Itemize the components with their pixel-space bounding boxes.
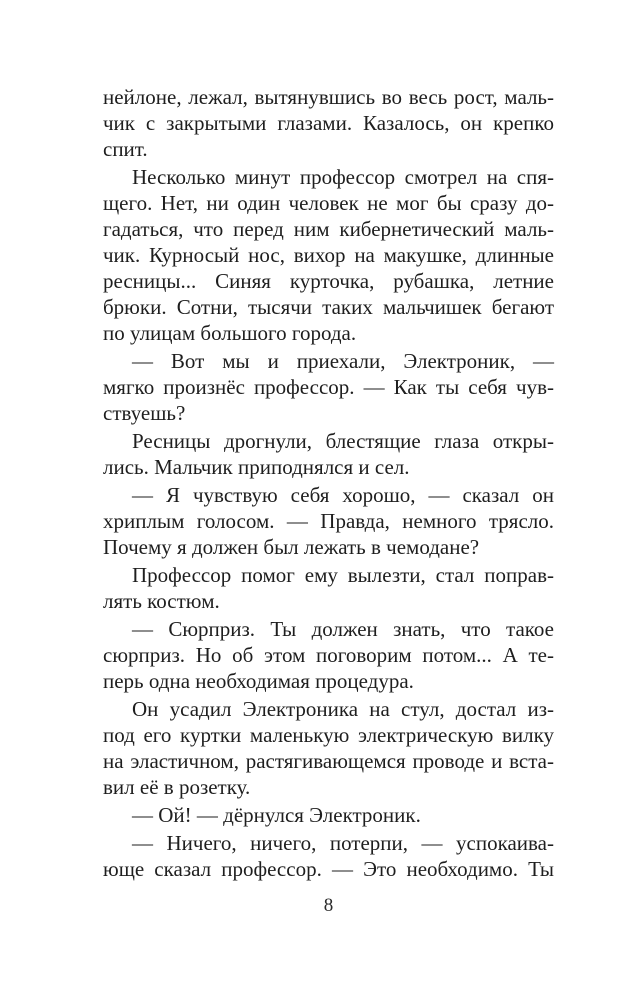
text-line: Профессор помог ему вылезти, стал поправ- xyxy=(132,563,554,587)
text-line: лять костюм. xyxy=(103,589,220,613)
paragraph xyxy=(103,482,554,560)
text-line: на эластичном, растягивающемся проводе и вста- xyxy=(103,749,554,773)
text-line: лись. Мальчик приподнялся и сел. xyxy=(103,455,410,479)
text-line: — Я чувствую себя хорошо, — сказал он xyxy=(132,483,554,507)
text-line: — Сюрприз. Ты должен знать, что такое xyxy=(132,617,554,641)
text-line: чик. Курносый нос, вихор на макушке, длинные xyxy=(103,243,554,267)
text-line: нейлоне, лежал, вытянувшись во весь рост, маль- xyxy=(103,85,554,109)
text-line: Почему я должен был лежать в чемодане? xyxy=(103,535,480,559)
text-line: под его куртки маленькую электрическую вилку xyxy=(103,723,554,747)
text-line: вил её в розетку. xyxy=(103,775,251,799)
text-line: гадаться, что перед ним кибернетический маль- xyxy=(103,217,554,241)
paragraph xyxy=(103,428,554,480)
text-line: Ресницы дрогнули, блестящие глаза откры- xyxy=(132,429,554,453)
text-line: ствуешь? xyxy=(103,401,186,425)
text-column xyxy=(103,84,554,882)
text-line: щего. Нет, ни один человек не мог бы сразу до- xyxy=(103,191,554,215)
text-line: брюки. Сотни, тысячи таких мальчишек бегают xyxy=(103,295,554,319)
text-line: хриплым голосом. — Правда, немного трясло. xyxy=(103,509,554,533)
text-line: — Ой! — дёрнулся Электроник. xyxy=(132,803,421,827)
paragraph xyxy=(103,616,554,694)
text-line: сюрприз. Но об этом поговорим потом... А те- xyxy=(103,643,554,667)
paragraph xyxy=(103,84,554,162)
text-line: ресницы... Синяя курточка, рубашка, летние xyxy=(103,269,554,293)
text-line: по улицам большого города. xyxy=(103,321,357,345)
paragraph xyxy=(103,348,554,426)
text-line: юще сказал профессор. — Это необходимо. Ты xyxy=(103,857,554,881)
text-line: спит. xyxy=(103,137,148,161)
text-line: Несколько минут профессор смотрел на спя- xyxy=(132,165,554,189)
page-number: 8 xyxy=(323,895,334,916)
text-line: перь одна необходимая процедура. xyxy=(103,669,414,693)
paragraph xyxy=(103,696,554,800)
text-line: чик с закрытыми глазами. Казалось, он крепко xyxy=(103,111,554,135)
paragraph xyxy=(103,802,554,828)
paragraph xyxy=(103,830,554,882)
text-line: — Ничего, ничего, потерпи, — успокаива- xyxy=(132,831,554,855)
text-line: Он усадил Электроника на стул, достал из- xyxy=(132,697,554,721)
text-line: мягко произнёс профессор. — Как ты себя чув- xyxy=(103,375,554,399)
paragraph xyxy=(103,562,554,614)
paragraph xyxy=(103,164,554,346)
text-line: — Вот мы и приехали, Электроник, — xyxy=(132,349,554,373)
